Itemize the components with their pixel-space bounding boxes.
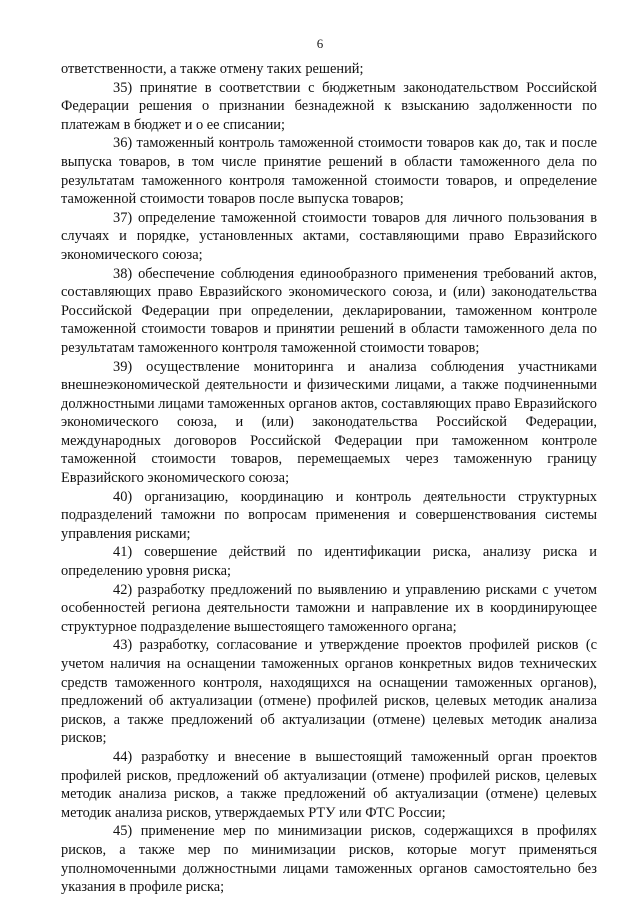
paragraph-continuation: ответственности, а также отмену таких решений; [61,61,364,77]
paragraph-item-39: 39) осуществление мониторинга и анализа соблюдения участниками внешнеэкономической деятельности и физическими лицами, а также подчиненными должностными лицами таможенных органов актов, составляющих право Евразийского экономического союза, и (или) законодательства Российской Федерации, международных договоров Российской Федерации при таможенном контроле таможенной стоимости товаров, перемещаемых через таможенную границу Евразийского экономического союза; [61,358,597,487]
document-body [61,60,597,897]
paragraph-item-35: 35) принятие в соответствии с бюджетным законодательством Российской Федерации решения о признании безнадежной к взысканию задолженности по платежам в бюджет и о ее списании; [61,79,597,133]
paragraph-item-43: 43) разработку, согласование и утверждение проектов профилей рисков (с учетом наличия на оснащении таможенных органов конкретных видов технических средств таможенного контроля, находящихся на оснащении таможенных органов), предложений об актуализации (отмене) профилей рисков, целевых методик анализа рисков, а также предложений об актуализации (отмене) целевых методик анализа рисков; [61,637,597,747]
paragraph-item-40: 40) организацию, координацию и контроль деятельности структурных подразделений таможни по вопросам применения и совершенствования системы управления рисками; [61,488,597,542]
page-number: 6 [316,36,324,51]
paragraph-item-38: 38) обеспечение соблюдения единообразного применения требований актов, составляющих право Евразийского экономического союза, и (или) законодательства Российской Федерации при определении, декларировании, таможенном контроле таможенной стоимости товаров и принятии решений в области таможенного дела по результатам таможенного контроля таможенной стоимости товаров; [61,265,597,356]
paragraph-item-44: 44) разработку и внесение в вышестоящий таможенный орган проектов профилей рисков, предложений об актуализации (отмене) профилей рисков, целевых методик анализа рисков, а также предложений об актуализации (отмене) целевых методик анализа рисков, утверждаемых РТУ или ФТС России; [61,748,597,821]
paragraph-item-42: 42) разработку предложений по выявлению и управлению рисками с учетом особенностей региона деятельности таможни и направление их в координирующее структурное подразделение вышестоящего таможенного органа; [61,581,597,635]
paragraph-item-37: 37) определение таможенной стоимости товаров для личного пользования в случаях и порядке, установленных актами, составляющими право Евразийского экономического союза; [61,209,597,263]
paragraph-item-41: 41) совершение действий по идентификации риска, анализу риска и определению уровня риска; [61,544,597,580]
paragraph-item-36: 36) таможенный контроль таможенной стоимости товаров как до, так и после выпуска товаров, в том числе принятие решений в области таможенного дела по результатам таможенного контроля таможенной стоимости товаров, и определение таможенной стоимости товаров после выпуска товаров; [61,135,597,208]
paragraph-item-45: 45) применение мер по минимизации рисков, содержащихся в профилях рисков, а также мер по минимизации рисков, которые могут применяться уполномоченными должностными лицами таможенных органов самостоятельно без указания в профиле риска; [61,823,597,896]
